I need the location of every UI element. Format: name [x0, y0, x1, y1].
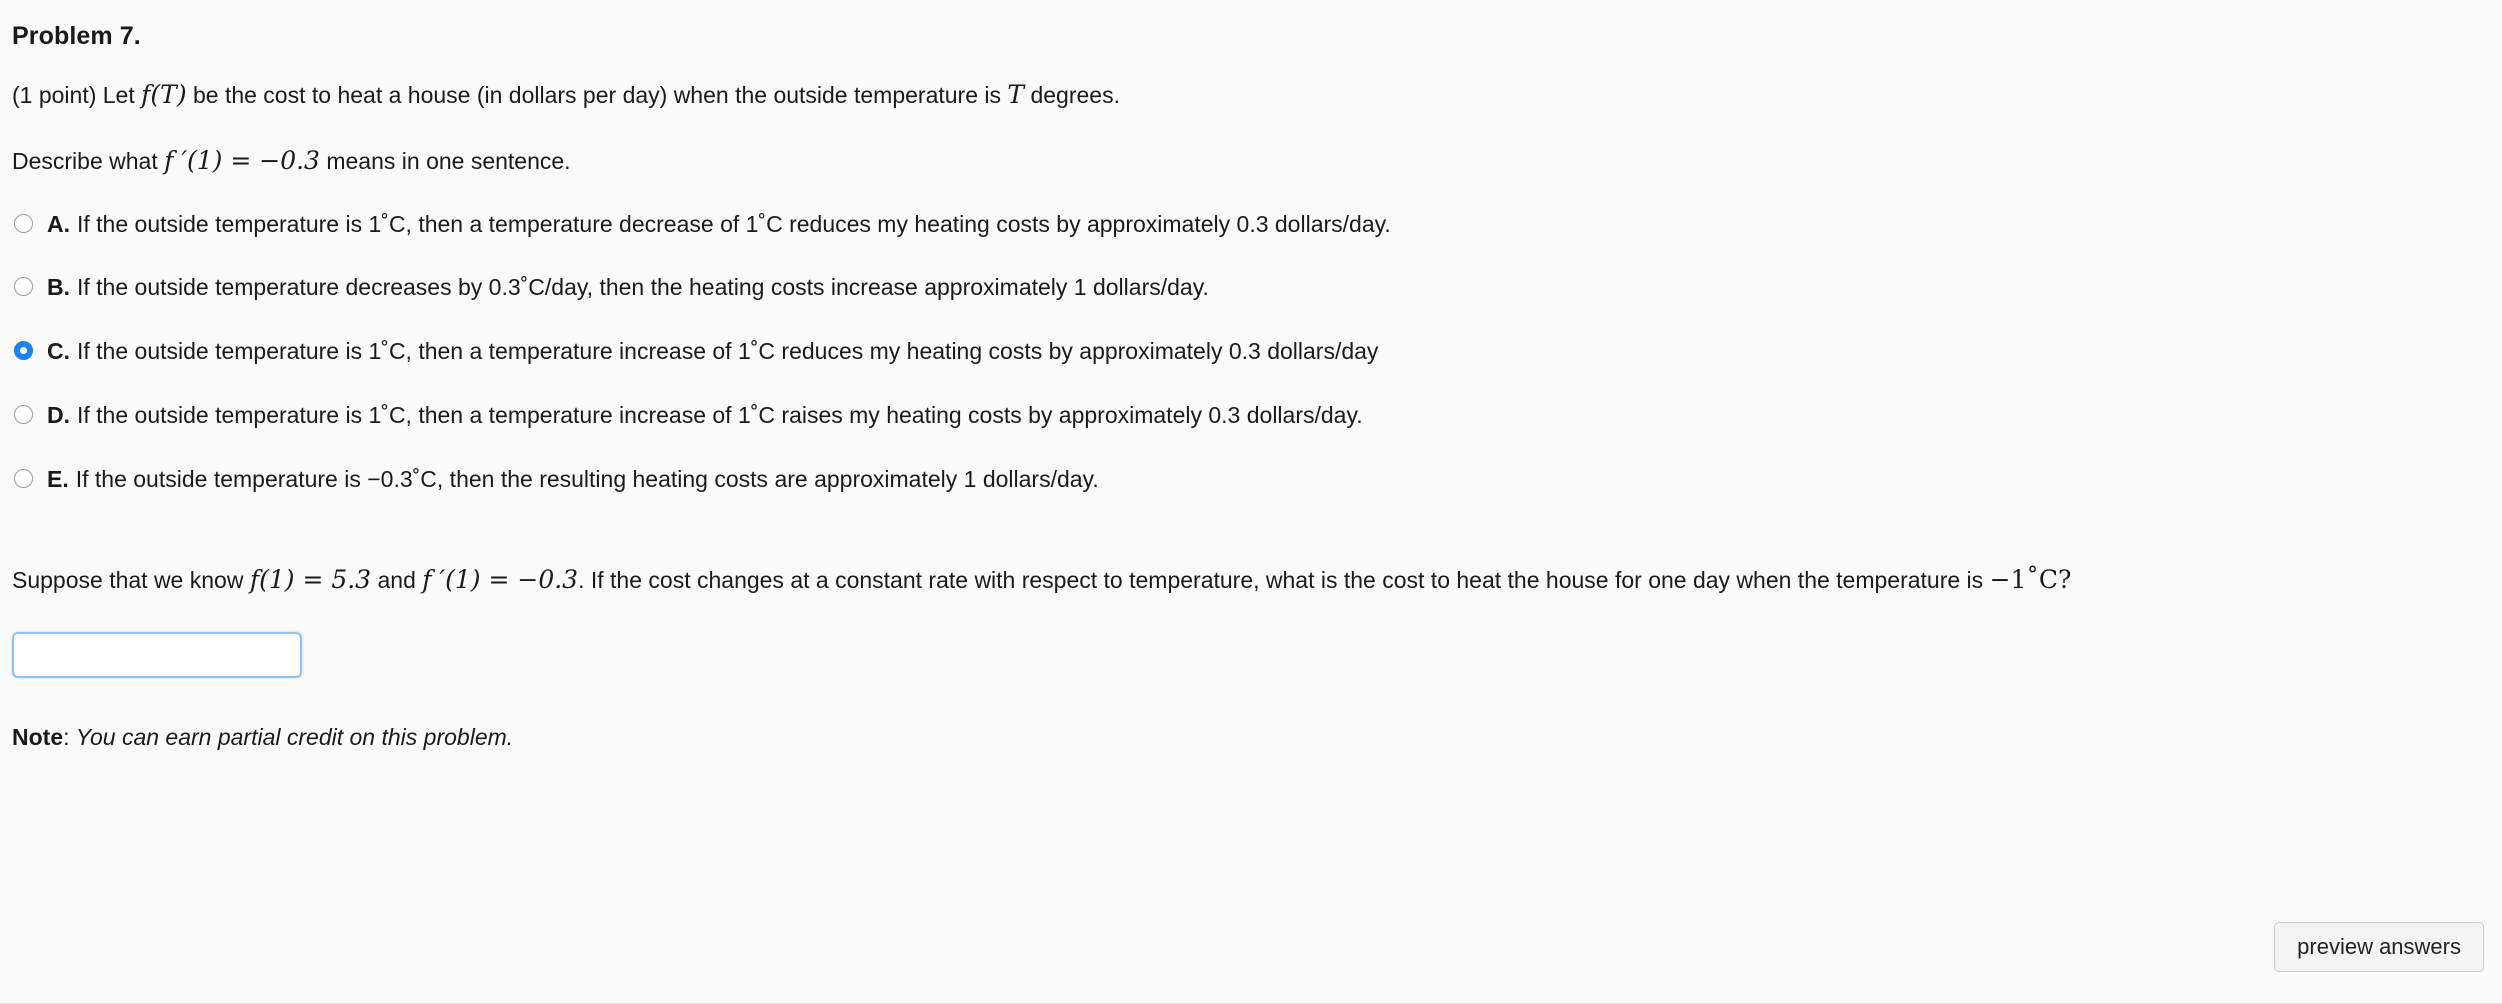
variable-T: T [1007, 80, 1025, 109]
list-item[interactable] [12, 401, 2502, 431]
suppose-question [12, 565, 2502, 594]
statement-end: degrees. [1024, 82, 1120, 108]
statement-middle: be the cost to heat a house (in dollars per day) when the outside temperature is [186, 82, 1008, 108]
list-item[interactable] [12, 273, 2502, 303]
derivative-expression: f ′(1) = −0.3 [164, 146, 320, 176]
note-separator: : [63, 723, 76, 750]
choice-body [47, 210, 1391, 240]
list-item[interactable] [12, 210, 2502, 240]
list-item[interactable] [12, 337, 2502, 367]
function-f-of-T: f(T) [141, 80, 187, 109]
choice-body [47, 401, 1363, 431]
choice-body [47, 337, 1378, 367]
temperature-value: −1˚C? [1989, 564, 2072, 594]
f-of-1-value: f(1) = 5.3 [249, 564, 372, 594]
answer-input[interactable] [12, 632, 302, 678]
choice-letter: C. [47, 338, 70, 365]
radio-button-b[interactable] [14, 277, 33, 296]
choice-letter: E. [47, 466, 69, 493]
describe-prompt [12, 143, 2502, 179]
choice-text: If the outside temperature is 1˚C, then a temperature increase of 1˚C reduces my heating costs by approximately 0.3 dollars/day [77, 338, 1379, 365]
choice-list [12, 210, 2502, 495]
radio-button-c[interactable] [14, 341, 33, 360]
problem-statement [12, 77, 2502, 113]
choice-letter: D. [47, 402, 70, 429]
radio-button-e[interactable] [14, 469, 33, 488]
choice-letter: A. [47, 210, 70, 237]
note-text: You can earn partial credit on this problem. [75, 723, 514, 750]
describe-prefix: Describe what [12, 148, 165, 175]
points-prefix: (1 point) Let [12, 82, 142, 108]
choice-text: If the outside temperature is 1˚C, then a temperature increase of 1˚C raises my heating costs by approximately 0.3 dollars/day. [77, 402, 1363, 429]
suppose-mid-2: . If the cost changes at a constant rate with respect to temperature, what is the cost to heat the house for one day when the temperature is [578, 566, 1990, 593]
list-item[interactable] [12, 465, 2502, 495]
note-label: Note [12, 723, 64, 750]
choice-text: If the outside temperature is −0.3˚C, then the resulting heating costs are approximately 1 dollars/day. [75, 466, 1099, 493]
preview-answers-button[interactable]: preview answers [2274, 922, 2484, 972]
suppose-mid-1: and [371, 566, 423, 593]
choice-text: If the outside temperature decreases by 0.3˚C/day, then the heating costs increase approximately 1 dollars/day. [77, 274, 1209, 301]
radio-button-d[interactable] [14, 405, 33, 424]
choice-body [47, 273, 1209, 303]
choice-letter: B. [47, 274, 70, 301]
note-line [12, 724, 2502, 751]
suppose-prefix: Suppose that we know [12, 566, 250, 593]
choice-text: If the outside temperature is 1˚C, then a temperature decrease of 1˚C reduces my heating costs by approximately 0.3 dollars/day. [77, 210, 1391, 237]
radio-button-a[interactable] [14, 214, 33, 233]
f-prime-of-1-value: f ′(1) = −0.3 [422, 564, 579, 594]
choice-body [47, 465, 1099, 495]
describe-suffix: means in one sentence. [319, 148, 571, 175]
page-title: Problem 7. [12, 22, 141, 50]
